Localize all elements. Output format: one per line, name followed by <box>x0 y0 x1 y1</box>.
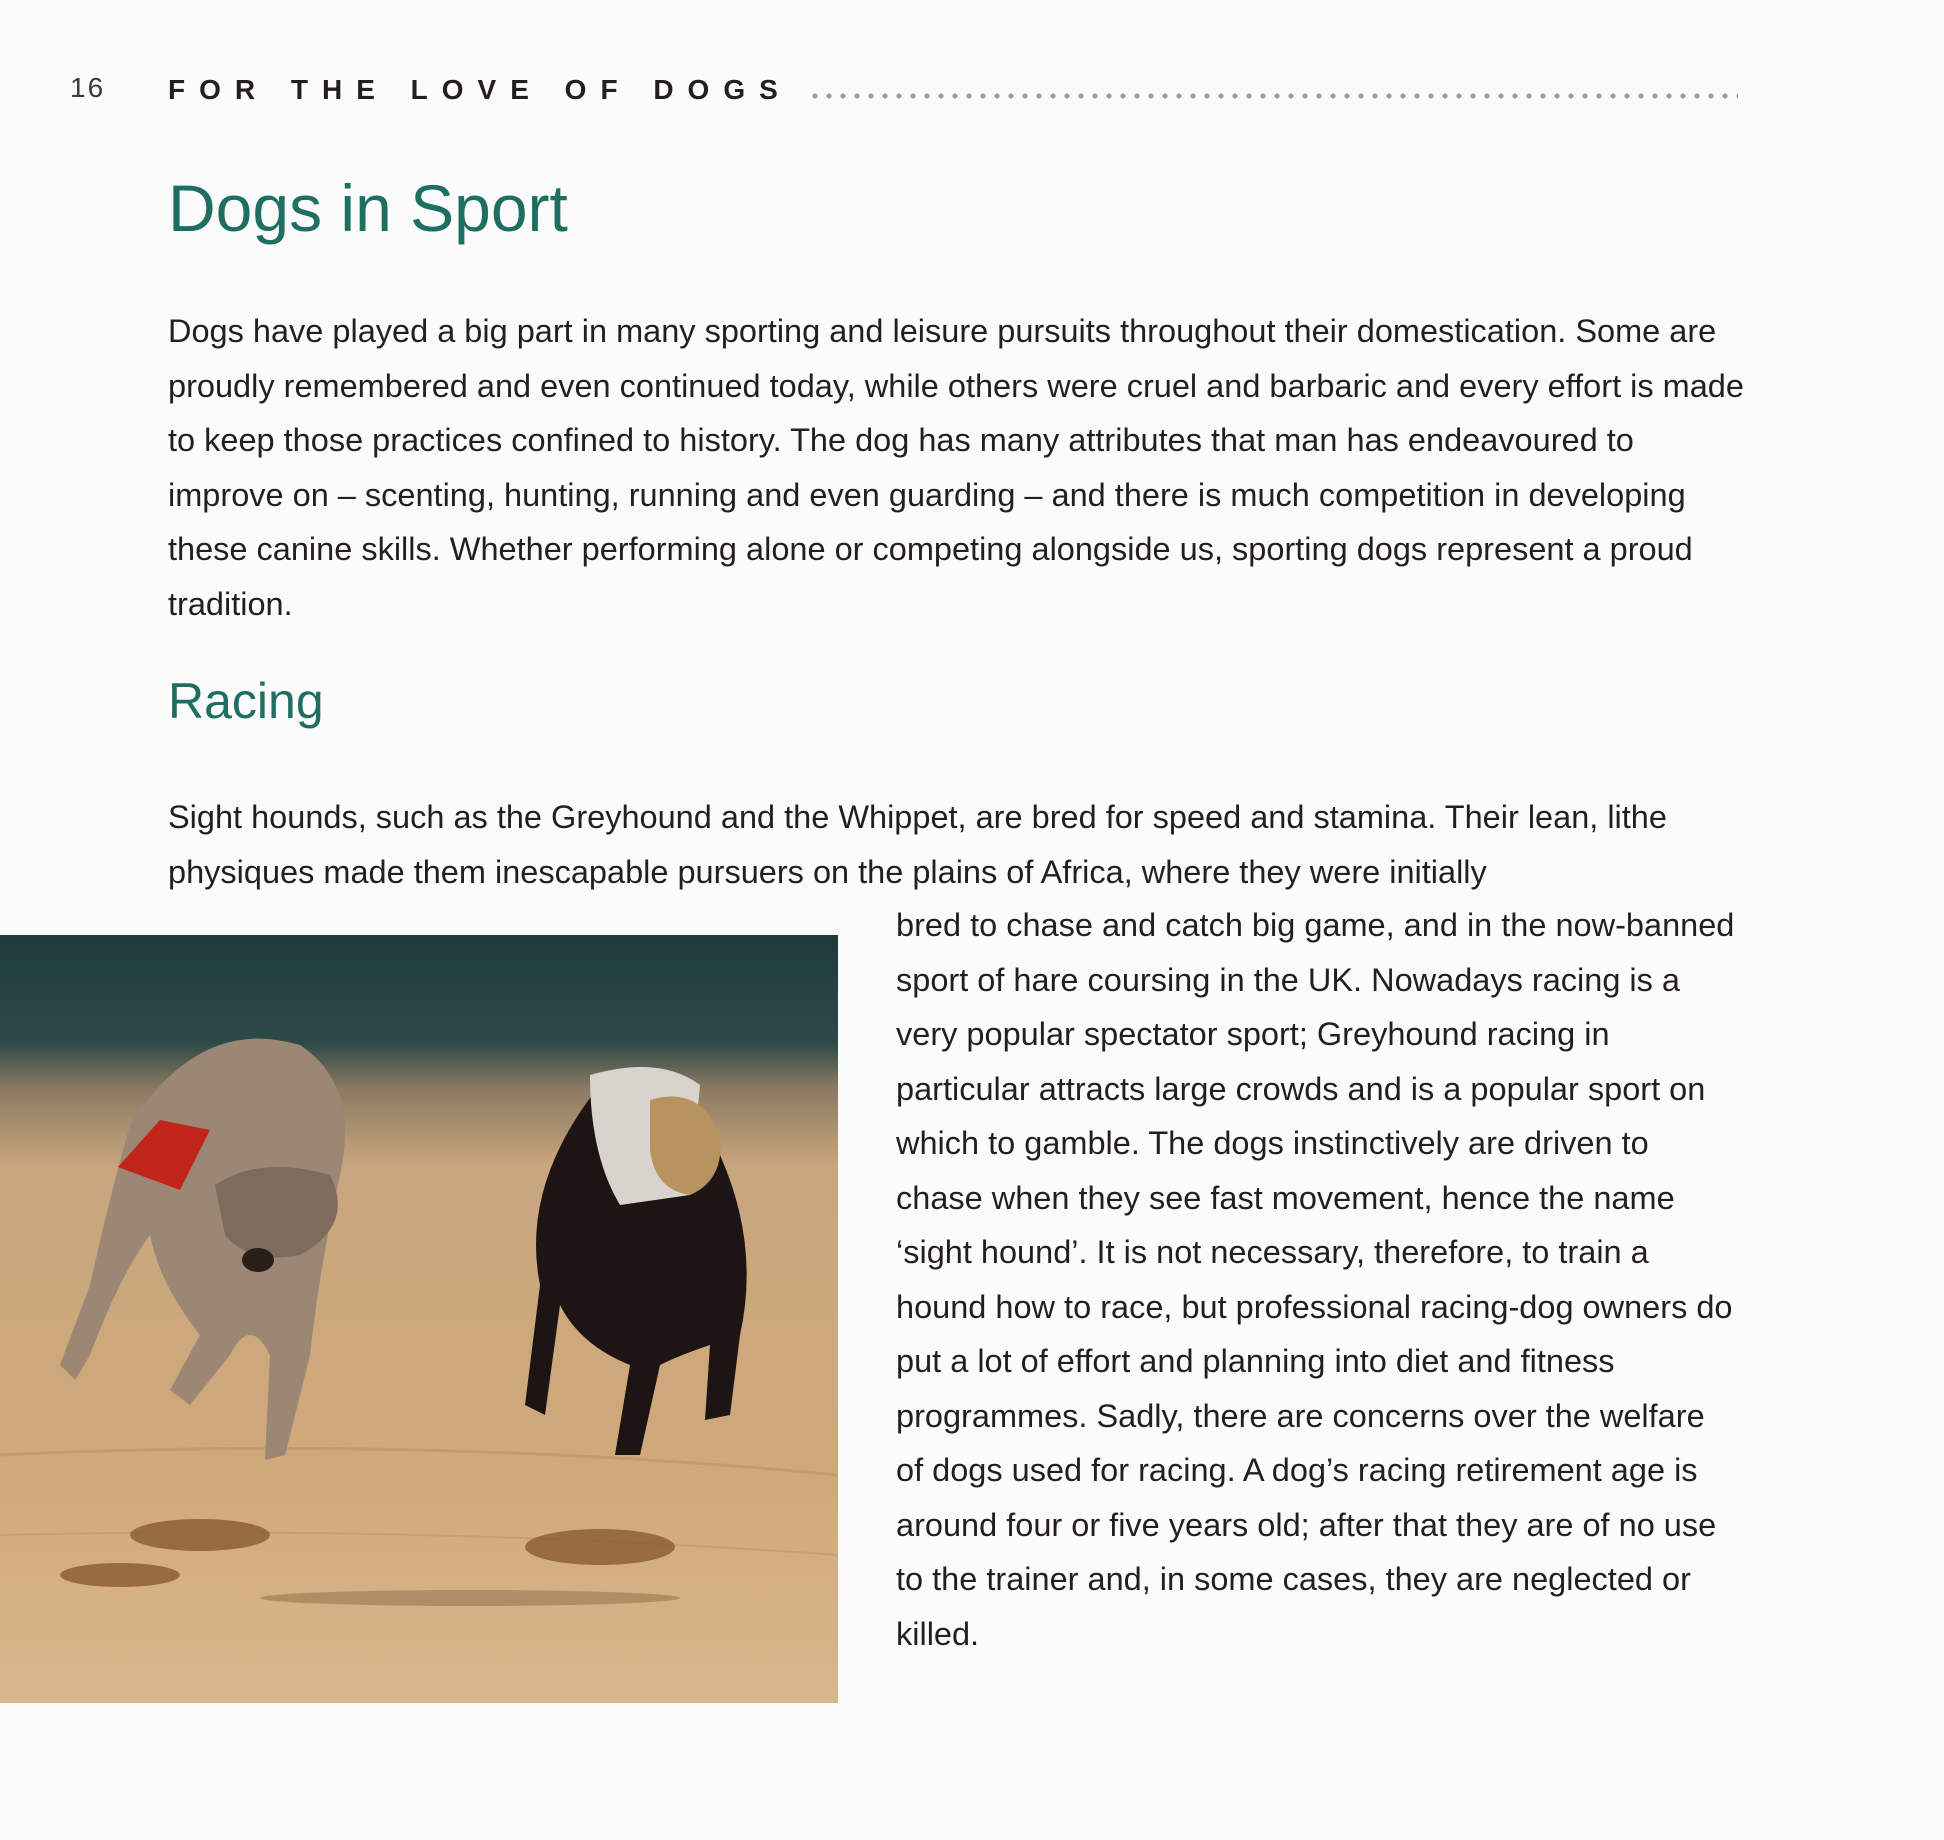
page-number: 16 <box>70 72 106 103</box>
intro-paragraph: Dogs have played a big part in many sporting and leisure pursuits throughout their domestication. Some are proudly remembered and even continued today, while others were cruel and barbaric and every effort is made to keep those practices confined to history. The dog has many attributes that man has endeavoured to improve on – scenting, hunting, running and even guarding – and there is much competition in developing these canine skills. Whether performing alone or competing alongside us, sporting dogs represent a proud tradition. <box>168 313 1744 622</box>
racing-paragraph-top: Sight hounds, such as the Greyhound and the Whippet, are bred for speed and stamina. Their lean, lithe physiques made them inescapable pursuers on the plains of Africa, where they were initially <box>168 799 1667 890</box>
racing-paragraph-column: bred to chase and catch big game, and in the now-banned sport of hare coursing in the UK. Nowadays racing is a very popular spectator sport; Greyhound racing in particular attracts large crowds and is a popular sport on which to gamble. The dogs instinctively are driven to chase when they see fast movement, hence the name ‘sight hound’. It is not necessary, therefore, to train a hound how to race, but professional racing-dog owners do put a lot of effort and planning into diet and fitness programmes. Sadly, there are concerns over the welfare of dogs used for racing. A dog’s racing retirement age is around four or five years old; after that they are of no use to the trainer and, in some cases, they are neglected or killed. <box>896 907 1735 1652</box>
section-heading-racing: Racing <box>168 673 324 729</box>
greyhound-racing-photo <box>0 935 838 1703</box>
article-title: Dogs in Sport <box>168 171 568 245</box>
leader-dots <box>808 92 1738 100</box>
running-head: FOR THE LOVE OF DOGS <box>168 74 792 105</box>
